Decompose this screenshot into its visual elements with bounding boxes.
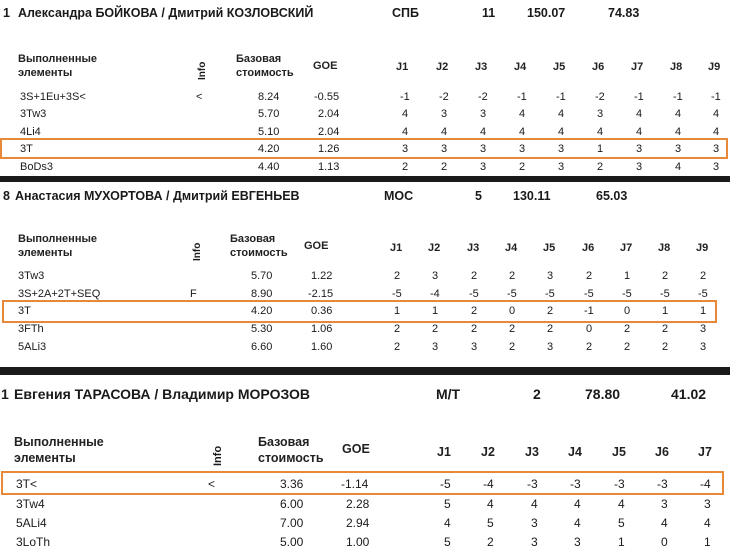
col-goe: GOE (304, 240, 329, 252)
judge-score: -5 (469, 288, 479, 300)
goe-value: 2.04 (318, 108, 340, 120)
judge-score: 4 (675, 161, 682, 173)
judge-score: -1 (400, 91, 410, 103)
judge-score: 3 (547, 270, 554, 282)
judge-score: 4 (441, 126, 448, 138)
rank: 8 (3, 189, 10, 203)
base-value: 5.30 (251, 323, 273, 335)
judge-score: 4 (713, 108, 720, 120)
judge-header: J2 (436, 61, 449, 73)
judge-score: 1 (662, 305, 669, 317)
element-code: 3Tw3 (20, 108, 47, 120)
judge-header: J2 (481, 445, 495, 459)
base-value: 5.10 (258, 126, 280, 138)
judge-score: -1 (634, 91, 644, 103)
skater-names: Евгения ТАРАСОВА / Владимир МОРОЗОВ (14, 386, 311, 402)
judge-score: 3 (636, 143, 643, 155)
judge-score: 0 (509, 305, 516, 317)
judge-header: J7 (620, 242, 633, 254)
team: МОС (384, 189, 414, 203)
element-code: 3T (20, 143, 33, 155)
judge-score: 3 (558, 143, 565, 155)
judge-score: 2 (624, 323, 631, 335)
judge-score: 3 (636, 161, 643, 173)
judge-header: J6 (592, 61, 605, 73)
judge-score: 3 (480, 143, 487, 155)
judge-score: 1 (618, 535, 625, 549)
team: М/Т (436, 386, 461, 402)
judge-score: 2 (597, 161, 604, 173)
base-value: 4.40 (258, 161, 280, 173)
element-score: 41.02 (671, 386, 707, 402)
judge-score: 5 (618, 516, 625, 530)
col-goe: GOE (313, 60, 338, 72)
table-row (0, 516, 730, 530)
judge-score: 4 (558, 108, 565, 120)
base-value: 6.60 (251, 341, 273, 353)
panel-divider (0, 367, 730, 375)
judge-score: 5 (444, 535, 451, 549)
base-value: 8.90 (251, 288, 273, 300)
judge-score: 4 (636, 108, 643, 120)
judge-score: 3 (675, 143, 682, 155)
total-score: 150.07 (527, 6, 566, 20)
judge-score: 0 (624, 305, 631, 317)
base-value: 5.00 (280, 535, 304, 549)
judge-score: -4 (700, 477, 711, 491)
base-value: 6.00 (280, 497, 304, 511)
judge-score: 2 (662, 270, 669, 282)
element-code: 4Li4 (20, 126, 41, 138)
goe-value: 1.00 (346, 535, 370, 549)
element-code: 3FTh (18, 323, 44, 335)
judge-header: J3 (525, 445, 539, 459)
rank: 1 (1, 386, 9, 402)
judge-score: 2 (509, 341, 516, 353)
judge-header: J2 (428, 242, 441, 254)
judge-header: J9 (696, 242, 709, 254)
judge-score: 1 (704, 535, 711, 549)
goe-value: 2.04 (318, 126, 340, 138)
element-score: 65.03 (596, 189, 628, 203)
judge-score: -2 (478, 91, 488, 103)
judge-score: -4 (430, 288, 440, 300)
col-base: Базовая стоимость (258, 435, 324, 465)
table-row (0, 91, 730, 105)
judge-score: 2 (394, 341, 401, 353)
start-number: 11 (482, 6, 496, 20)
team: СПБ (392, 6, 419, 20)
judge-score: 3 (661, 497, 668, 511)
judge-score: 4 (519, 108, 526, 120)
judge-score: 3 (704, 497, 711, 511)
judge-score: 5 (487, 516, 494, 530)
judge-score: 3 (700, 323, 707, 335)
goe-value: 0.36 (311, 305, 333, 317)
judge-score: -2 (439, 91, 449, 103)
table-row (0, 270, 730, 284)
judge-header: J4 (505, 242, 518, 254)
judge-score: -5 (622, 288, 632, 300)
judge-score: -5 (698, 288, 708, 300)
goe-value: -1.14 (341, 477, 369, 491)
judge-score: -3 (657, 477, 668, 491)
judge-score: 2 (471, 305, 478, 317)
judge-score: 3 (713, 161, 720, 173)
info-mark: < (196, 91, 203, 103)
element-code: 3LoTh (16, 535, 51, 549)
goe-value: -2.15 (308, 288, 334, 300)
judge-score: -1 (584, 305, 594, 317)
judge-score: 1 (597, 143, 604, 155)
judge-score: 4 (661, 516, 668, 530)
judge-score: 4 (675, 126, 682, 138)
base-value: 7.00 (280, 516, 304, 530)
judge-score: 2 (624, 341, 631, 353)
judge-score: 4 (704, 516, 711, 530)
judge-score: 3 (700, 341, 707, 353)
judge-score: 3 (441, 143, 448, 155)
judge-score: 3 (432, 341, 439, 353)
start-number: 2 (533, 386, 541, 402)
table-row (0, 108, 730, 122)
judge-score: 2 (547, 305, 554, 317)
judge-score: 0 (661, 535, 668, 549)
table-row (0, 341, 730, 355)
judge-score: 2 (586, 270, 593, 282)
judge-score: -5 (545, 288, 555, 300)
skater-names: Анастасия МУХОРТОВА / Дмитрий ЕВГЕНЬЕВ (15, 189, 300, 203)
judge-score: 4 (675, 108, 682, 120)
info-mark: < (208, 477, 216, 491)
table-row (0, 497, 730, 511)
rank: 1 (3, 6, 10, 20)
judge-score: 1 (700, 305, 707, 317)
judge-score: -5 (392, 288, 402, 300)
judge-header: J5 (543, 242, 556, 254)
total-score: 130.11 (513, 189, 551, 203)
judge-score: 0 (586, 323, 593, 335)
judge-score: -3 (527, 477, 538, 491)
element-code: 3S+2A+2T+SEQ (18, 288, 101, 300)
base-value: 4.20 (258, 143, 280, 155)
judge-score: 3 (574, 535, 581, 549)
judge-score: 3 (547, 341, 554, 353)
judge-score: 4 (636, 126, 643, 138)
goe-value: 1.06 (311, 323, 333, 335)
element-code: 3T (18, 305, 31, 317)
judge-header: J3 (475, 61, 488, 73)
judge-header: J5 (553, 61, 566, 73)
goe-value: 1.22 (311, 270, 333, 282)
judge-score: 2 (509, 270, 516, 282)
judge-score: -5 (440, 477, 451, 491)
col-base: Базовая стоимость (230, 233, 288, 259)
judge-score: 2 (394, 270, 401, 282)
element-code: 3T< (16, 477, 38, 491)
goe-value: 1.13 (318, 161, 340, 173)
judge-header: J4 (568, 445, 582, 459)
judge-score: -3 (614, 477, 625, 491)
judge-score: 4 (487, 497, 494, 511)
judge-header: J7 (698, 445, 712, 459)
judge-score: -4 (483, 477, 494, 491)
judge-score: 2 (394, 323, 401, 335)
element-code: 3Tw4 (16, 497, 45, 511)
judge-score: 3 (713, 143, 720, 155)
judge-header: J8 (670, 61, 683, 73)
judge-score: 2 (700, 270, 707, 282)
judge-score: 2 (471, 323, 478, 335)
goe-value: 1.60 (311, 341, 333, 353)
judge-header: J3 (467, 242, 480, 254)
judge-header: J6 (582, 242, 595, 254)
judge-score: -5 (507, 288, 517, 300)
judge-score: 3 (402, 143, 409, 155)
score-panel-3 (0, 375, 730, 551)
judge-score: 4 (480, 126, 487, 138)
judge-score: 3 (471, 341, 478, 353)
judge-score: 4 (597, 126, 604, 138)
judge-score: 3 (558, 161, 565, 173)
score-panel-2 (0, 182, 730, 366)
judge-score: -5 (660, 288, 670, 300)
judge-header: J4 (514, 61, 527, 73)
judge-score: -1 (517, 91, 527, 103)
judge-header: J6 (655, 445, 669, 459)
judge-score: 4 (574, 516, 581, 530)
judge-score: 2 (662, 323, 669, 335)
col-base: Базовая стоимость (236, 53, 294, 79)
base-value: 3.36 (280, 477, 304, 491)
judge-score: -3 (570, 477, 581, 491)
judge-score: 2 (471, 270, 478, 282)
judge-score: 4 (574, 497, 581, 511)
judge-score: 2 (402, 161, 409, 173)
goe-value: 1.26 (318, 143, 340, 155)
judge-score: 3 (531, 535, 538, 549)
judge-score: 1 (394, 305, 401, 317)
table-row (0, 535, 730, 549)
table-row (0, 161, 730, 175)
judge-score: 3 (519, 143, 526, 155)
goe-value: 2.28 (346, 497, 370, 511)
judge-score: 4 (402, 108, 409, 120)
judge-score: 3 (480, 161, 487, 173)
total-score: 78.80 (585, 386, 621, 402)
judge-score: 3 (432, 270, 439, 282)
base-value: 5.70 (258, 108, 280, 120)
judge-score: 2 (487, 535, 494, 549)
judge-score: -5 (584, 288, 594, 300)
col-elements: Выполненные элементы (18, 233, 97, 259)
col-goe: GOE (342, 442, 370, 456)
judge-score: -1 (673, 91, 683, 103)
judge-score: 2 (662, 341, 669, 353)
col-info: Info (212, 445, 224, 466)
skater-names: Александра БОЙКОВА / Дмитрий КОЗЛОВСКИЙ (18, 6, 314, 20)
info-mark: F (190, 288, 197, 300)
element-score: 74.83 (608, 6, 640, 20)
element-code: 3S+1Eu+3S< (20, 91, 86, 103)
start-number: 5 (475, 189, 482, 203)
judge-score: 4 (713, 126, 720, 138)
judge-score: 4 (531, 497, 538, 511)
judge-score: 2 (519, 161, 526, 173)
judge-score: 3 (531, 516, 538, 530)
judge-score: 4 (519, 126, 526, 138)
judge-score: 5 (444, 497, 451, 511)
col-elements: Выполненные элементы (14, 435, 104, 465)
judge-header: J5 (612, 445, 626, 459)
table-row (0, 143, 730, 157)
judge-header: J7 (631, 61, 644, 73)
judge-score: 4 (444, 516, 451, 530)
judge-score: 2 (586, 341, 593, 353)
base-value: 4.20 (251, 305, 273, 317)
judge-score: 3 (441, 108, 448, 120)
score-panel-1 (0, 0, 730, 178)
judge-header: J1 (390, 242, 403, 254)
element-code: 3Tw3 (18, 270, 45, 282)
table-row (0, 477, 730, 491)
judge-score: 1 (432, 305, 439, 317)
judge-score: -1 (556, 91, 566, 103)
judge-header: J9 (708, 61, 721, 73)
table-row (0, 323, 730, 337)
goe-value: -0.55 (314, 91, 340, 103)
judge-score: 3 (480, 108, 487, 120)
judge-score: 2 (432, 323, 439, 335)
judge-header: J1 (437, 445, 451, 459)
col-info: Info (197, 61, 208, 80)
judge-score: 2 (509, 323, 516, 335)
element-code: 5ALi3 (18, 341, 47, 353)
judge-score: -1 (711, 91, 721, 103)
judge-score: -2 (595, 91, 605, 103)
table-row (0, 305, 730, 319)
judge-header: J8 (658, 242, 671, 254)
judge-score: 1 (624, 270, 631, 282)
goe-value: 2.94 (346, 516, 370, 530)
judge-score: 2 (547, 323, 554, 335)
judge-score: 4 (558, 126, 565, 138)
judge-score: 3 (597, 108, 604, 120)
judge-header: J1 (396, 61, 409, 73)
base-value: 8.24 (258, 91, 280, 103)
judge-score: 4 (618, 497, 625, 511)
judge-score: 2 (441, 161, 448, 173)
element-code: 5ALi4 (16, 516, 47, 530)
element-code: BoDs3 (20, 161, 54, 173)
col-elements: Выполненные элементы (18, 53, 97, 79)
col-info: Info (192, 242, 203, 261)
judge-score: 4 (402, 126, 409, 138)
base-value: 5.70 (251, 270, 273, 282)
